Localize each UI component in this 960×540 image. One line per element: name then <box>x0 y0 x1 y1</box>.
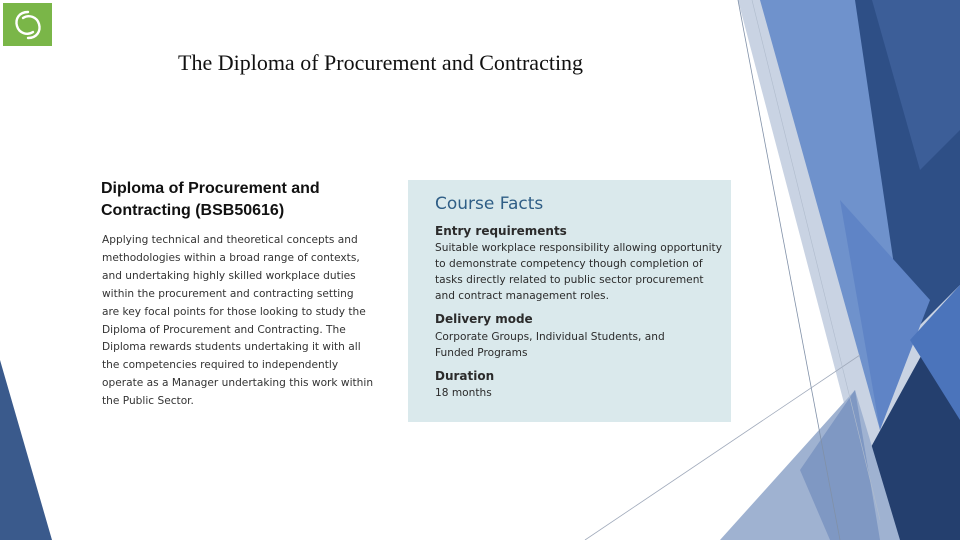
course-heading: Diploma of Procurement and Contracting (BSB50616) <box>101 180 320 219</box>
swirl-logo-icon <box>11 8 45 42</box>
course-facts-panel <box>408 180 731 422</box>
delivery-mode-text: Corporate Groups, Individual Students, and Funded Programs <box>435 331 665 359</box>
delivery-mode-heading: Delivery mode <box>435 312 533 326</box>
duration-heading: Duration <box>435 369 495 383</box>
course-description: Applying technical and theoretical concepts and methodologies within a broad range of contexts, and undertaking highly skilled workplace duties within the procurement and contracting setting are key focal points for those looking to study the Diploma of Procurement and Contracting. The Diploma rewards students undertaking it with all the competencies required to independently operate as a Manager undertaking this work within the Public Sector. <box>102 234 374 408</box>
entry-requirements-text: Suitable workplace responsibility allowing opportunity to demonstrate competency though completion of tasks directly related to public sector procurement and contract management roles. <box>435 242 722 302</box>
entry-requirements-heading: Entry requirements <box>435 224 567 238</box>
logo <box>3 3 52 46</box>
slide-title: The Diploma of Procurement and Contracting <box>178 50 584 75</box>
course-facts-title: Course Facts <box>435 194 544 214</box>
duration-text: 18 months <box>435 387 492 399</box>
